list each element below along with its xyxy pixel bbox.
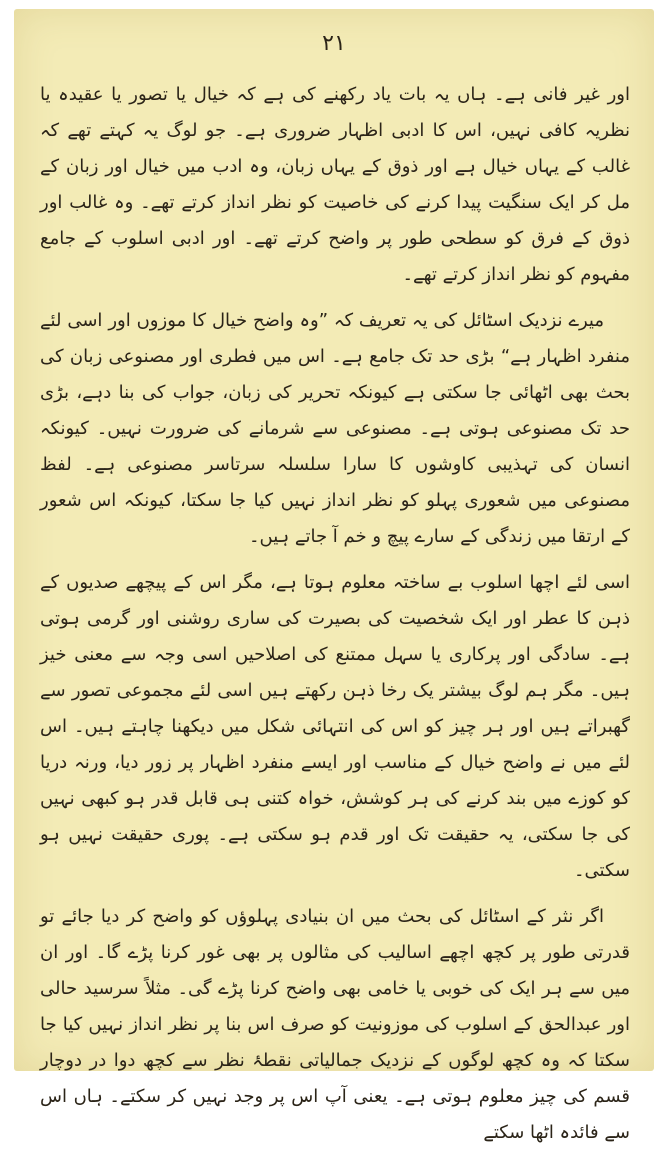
page-number: ۲۱ xyxy=(322,31,346,56)
paragraph-3: اسی لئے اچھا اسلوب بے ساختہ معلوم ہوتا ہے، مگر اس کے پیچھے صدیوں کے ذہن کا عطر اور ایک شخصیت کی بصیرت کی ساری روشنی اور گرمی ہوتی ہے۔ سادگی اور پرکاری یا سہل ممتنع کی اصلاحیں اسی وجہ سے معنی خیز ہیں۔ مگر ہم لوگ بیشتر یک رخا ذہن رکھتے ہیں اسی لئے مجموعی تصور سے گھبراتے ہیں اور ہر چیز کو اس کی انتہائی شکل میں دیکھنا چاہتے ہیں۔ اس لئے میں نے واضح خیال کے مناسب اور ایسے منفرد اظہار پر زور دیا، ورنہ دریا کو کوزے میں بند کرنے کی ہر کوشش، خواہ کتنی ہی قابل قدر ہو کبھی نہیں کی جا سکتی، یہ حقیقت تک اور قدم ہو سکتی ہے۔ پوری حقیقت نہیں ہو سکتی۔ xyxy=(40,572,630,881)
paragraph-1: اور غیر فانی ہے۔ ہاں یہ بات یاد رکھنے کی ہے کہ خیال یا تصور یا عقیدہ یا نظریہ کافی نہیں، اس کا ادبی اظہار ضروری ہے۔ جو لوگ یہ کہتے تھے کہ غالب کے یہاں خیال ہے اور ذوق کے یہاں زبان، وہ ادب میں خیال اور زبان کے مل کر ایک سنگیت پیدا کرنے کی خاصیت کو نظر انداز کرتے تھے۔ وہ غالب اور ذوق کے فرق کو سطحی طور پر واضح کرتے تھے۔ اور ادبی اسلوب کے جامع مفہوم کو نظر انداز کرتے تھے۔ xyxy=(40,84,630,285)
page-body xyxy=(40,77,630,1161)
paragraph-4: اگر نثر کے اسٹائل کی بحث میں ان بنیادی پہلوؤں کو واضح کر دیا جائے تو قدرتی طور پر کچھ اچھے اسالیب کی مثالوں پر بھی غور کرنا پڑے گا۔ اور ان میں سے ہر ایک کی خوبی یا خامی بھی واضح کرنا پڑے گی۔ مثلاً سرسید حالی اور عبدالحق کے اسلوب کی موزونیت کو صرف اس بنا پر نظر انداز نہیں کیا جا سکتا کہ وہ کچھ لوگوں کے نزدیک جمالیاتی نقطۂ نظر سے کچھ دوا در دوچار قسم کی چیز معلوم ہوتی ہے۔ یعنی آپ اس پر وجد نہیں کر سکتے۔ ہاں اس سے فائدہ اٹھا سکتے xyxy=(40,906,630,1143)
paragraph-2: میرے نزدیک اسٹائل کی یہ تعریف کہ ”وہ واضح خیال کا موزوں اور اسی لئے منفرد اظہار ہے“ بڑی حد تک جامع ہے۔ اس میں فطری اور مصنوعی زبان کی بحث بھی اٹھائی جا سکتی ہے کیونکہ تحریر کی زبان، جواب کی بنا دہے، بڑی حد تک مصنوعی ہوتی ہے۔ مصنوعی سے شرمانے کی ضرورت نہیں۔ کیونکہ انسان کی تہذیبی کاوشوں کا سارا سلسلہ سرتاسر مصنوعی ہے۔ لفظ مصنوعی میں شعوری پہلو کو نظر انداز نہیں کیا جا سکتا، کیونکہ اس شعور کے ارتقا میں زندگی کے سارے پیچ و خم آ جاتے ہیں۔ xyxy=(40,310,630,547)
book-page xyxy=(14,9,654,1143)
